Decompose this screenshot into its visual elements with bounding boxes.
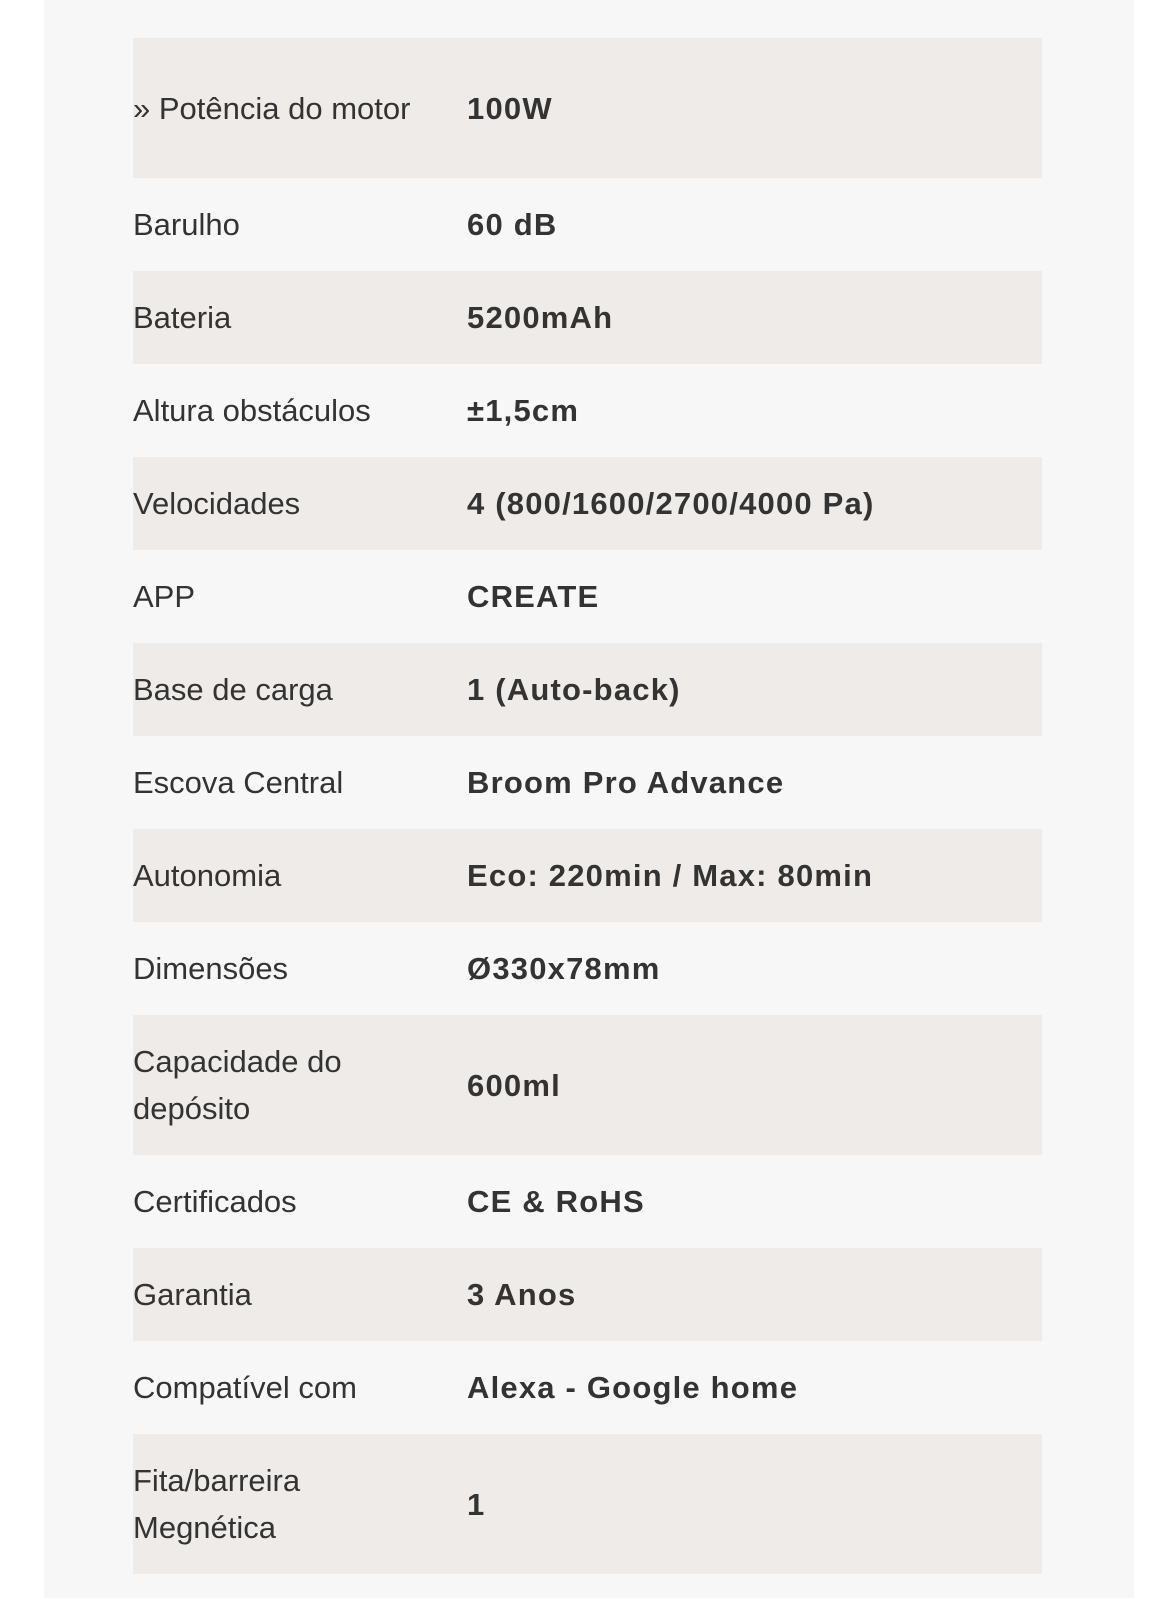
spec-label: » Potência do motor [133, 90, 411, 126]
specs-table [133, 38, 1042, 1574]
spec-value: 60 dB [467, 207, 558, 242]
table-row [133, 457, 1042, 550]
spec-label: Altura obstáculos [133, 393, 371, 428]
table-row [133, 1341, 1042, 1434]
spec-value: 100W [467, 90, 553, 126]
table-row [133, 1015, 1042, 1155]
spec-label: Bateria [133, 300, 232, 335]
spec-value: 1 (Auto-back) [467, 672, 681, 707]
spec-value: CE & RoHS [467, 1184, 645, 1219]
spec-label: Compatível com [133, 1370, 357, 1405]
spec-label: Barulho [133, 207, 240, 242]
spec-value: 5200mAh [467, 300, 614, 335]
spec-value: ±1,5cm [467, 393, 580, 428]
table-row [133, 643, 1042, 736]
product-specs-panel [44, 0, 1134, 1598]
table-row [133, 922, 1042, 1015]
spec-label: Base de carga [133, 672, 333, 707]
spec-value: 1 [467, 1486, 486, 1522]
table-row [133, 550, 1042, 643]
table-row [133, 1434, 1042, 1574]
spec-label: Capacidade do depósito [133, 1044, 342, 1126]
spec-label: APP [133, 579, 196, 614]
spec-label: Escova Central [133, 765, 344, 800]
spec-value: Ø330x78mm [467, 951, 661, 986]
spec-label: Certificados [133, 1184, 297, 1219]
table-row [133, 271, 1042, 364]
spec-value: CREATE [467, 579, 600, 614]
spec-value: 3 Anos [467, 1277, 577, 1312]
table-row [133, 364, 1042, 457]
spec-value: Eco: 220min / Max: 80min [467, 858, 874, 893]
table-row [133, 829, 1042, 922]
table-row [133, 736, 1042, 829]
table-row [133, 1155, 1042, 1248]
spec-label: Fita/barreira Megnética [133, 1463, 301, 1545]
spec-label: Garantia [133, 1277, 252, 1312]
spec-value: 600ml [467, 1067, 561, 1103]
table-row [133, 38, 1042, 178]
spec-value: Alexa - Google home [467, 1370, 799, 1405]
spec-label: Autonomia [133, 858, 282, 893]
table-row [133, 1248, 1042, 1341]
table-row [133, 178, 1042, 271]
spec-value: 4 (800/1600/2700/4000 Pa) [467, 486, 875, 521]
spec-label: Velocidades [133, 486, 301, 521]
spec-value: Broom Pro Advance [467, 765, 785, 800]
spec-label: Dimensões [133, 951, 289, 986]
